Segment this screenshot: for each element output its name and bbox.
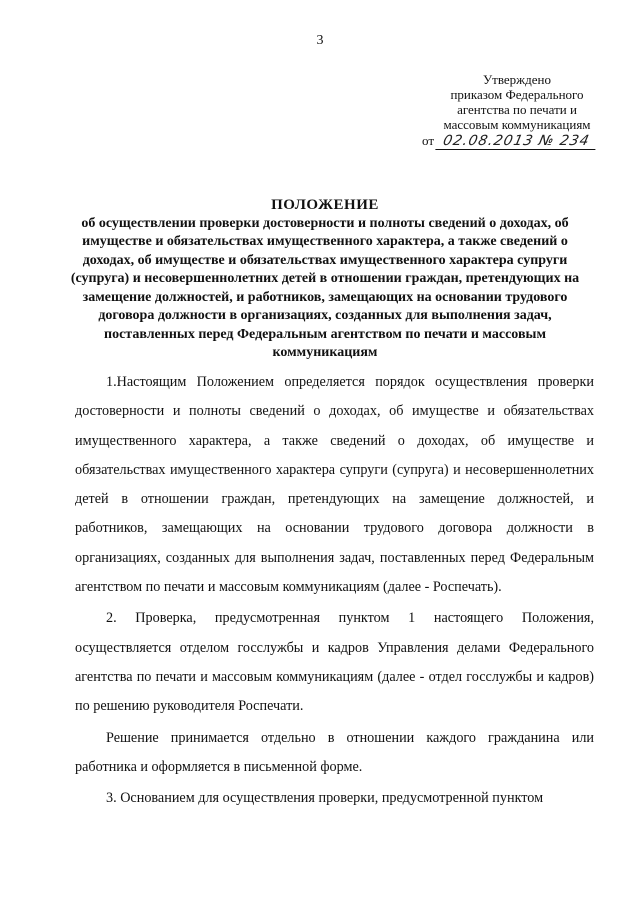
paragraph-4: 3. Основанием для осуществления проверки, предусмотренной пунктом: [106, 790, 544, 807]
document-heading: [60, 196, 590, 363]
paragraph-2: 2. Проверка, предусмотренная пунктом 1 настоящего Положения, осуществляется отделом госслужбы и кадров Управления делами Федерального агентства по печати и массовым коммуникациям (далее - отдел госслужбы и кадров) по решению руководителя Роспечати.: [75, 610, 594, 715]
document-title: ПОЛОЖЕНИЕ: [271, 197, 379, 213]
approval-date-line: [412, 133, 622, 150]
approval-line: приказом Федерального: [450, 87, 584, 102]
document-body: [75, 368, 594, 813]
approval-stamp: [412, 72, 622, 150]
handwritten-date: 02.08.2013 № 234: [436, 134, 600, 150]
page-number: 3: [316, 33, 324, 48]
approval-line: Утверждено: [482, 72, 552, 87]
approval-date-prefix: от: [422, 133, 435, 148]
approval-line: агентства по печати и: [457, 102, 577, 117]
paragraph-3: Решение принимается отдельно в отношении каждого гражданина или работника и оформляется в письменной форме.: [75, 729, 594, 775]
document-subtitle: об осуществлении проверки достоверности и полноты сведений о доходах, об имуществе и обязательствах имущественного характера, а также сведений о доходах, об имуществе и обязательствах имущественного характера супруги (супруга) и несовершеннолетних детей в отношении граждан, претендующих на замещение должностей, и работников, замещающих на основании трудового договора должности в организациях, созданных для выполнения задач, поставленных перед Федеральным агентством по печати и массовым коммуникациям: [70, 215, 580, 360]
approval-line: массовым коммуникациям: [443, 117, 591, 132]
paragraph-1: 1.Настоящим Положением определяется порядок осуществления проверки достоверности и полноты сведений о доходах, об имуществе и обязательствах имущественного характера, а также сведений о доходах, об имуществе и обязательствах имущественного характера супруги (супруга) и несовершеннолетних детей в отношении граждан, претендующих на замещение должностей, и работников, замещающих на основании трудового договора должности в организациях, созданных для выполнения задач, поставленных перед Федеральным агентством по печати и массовым коммуникациям (далее - Роспечать).: [75, 374, 594, 596]
